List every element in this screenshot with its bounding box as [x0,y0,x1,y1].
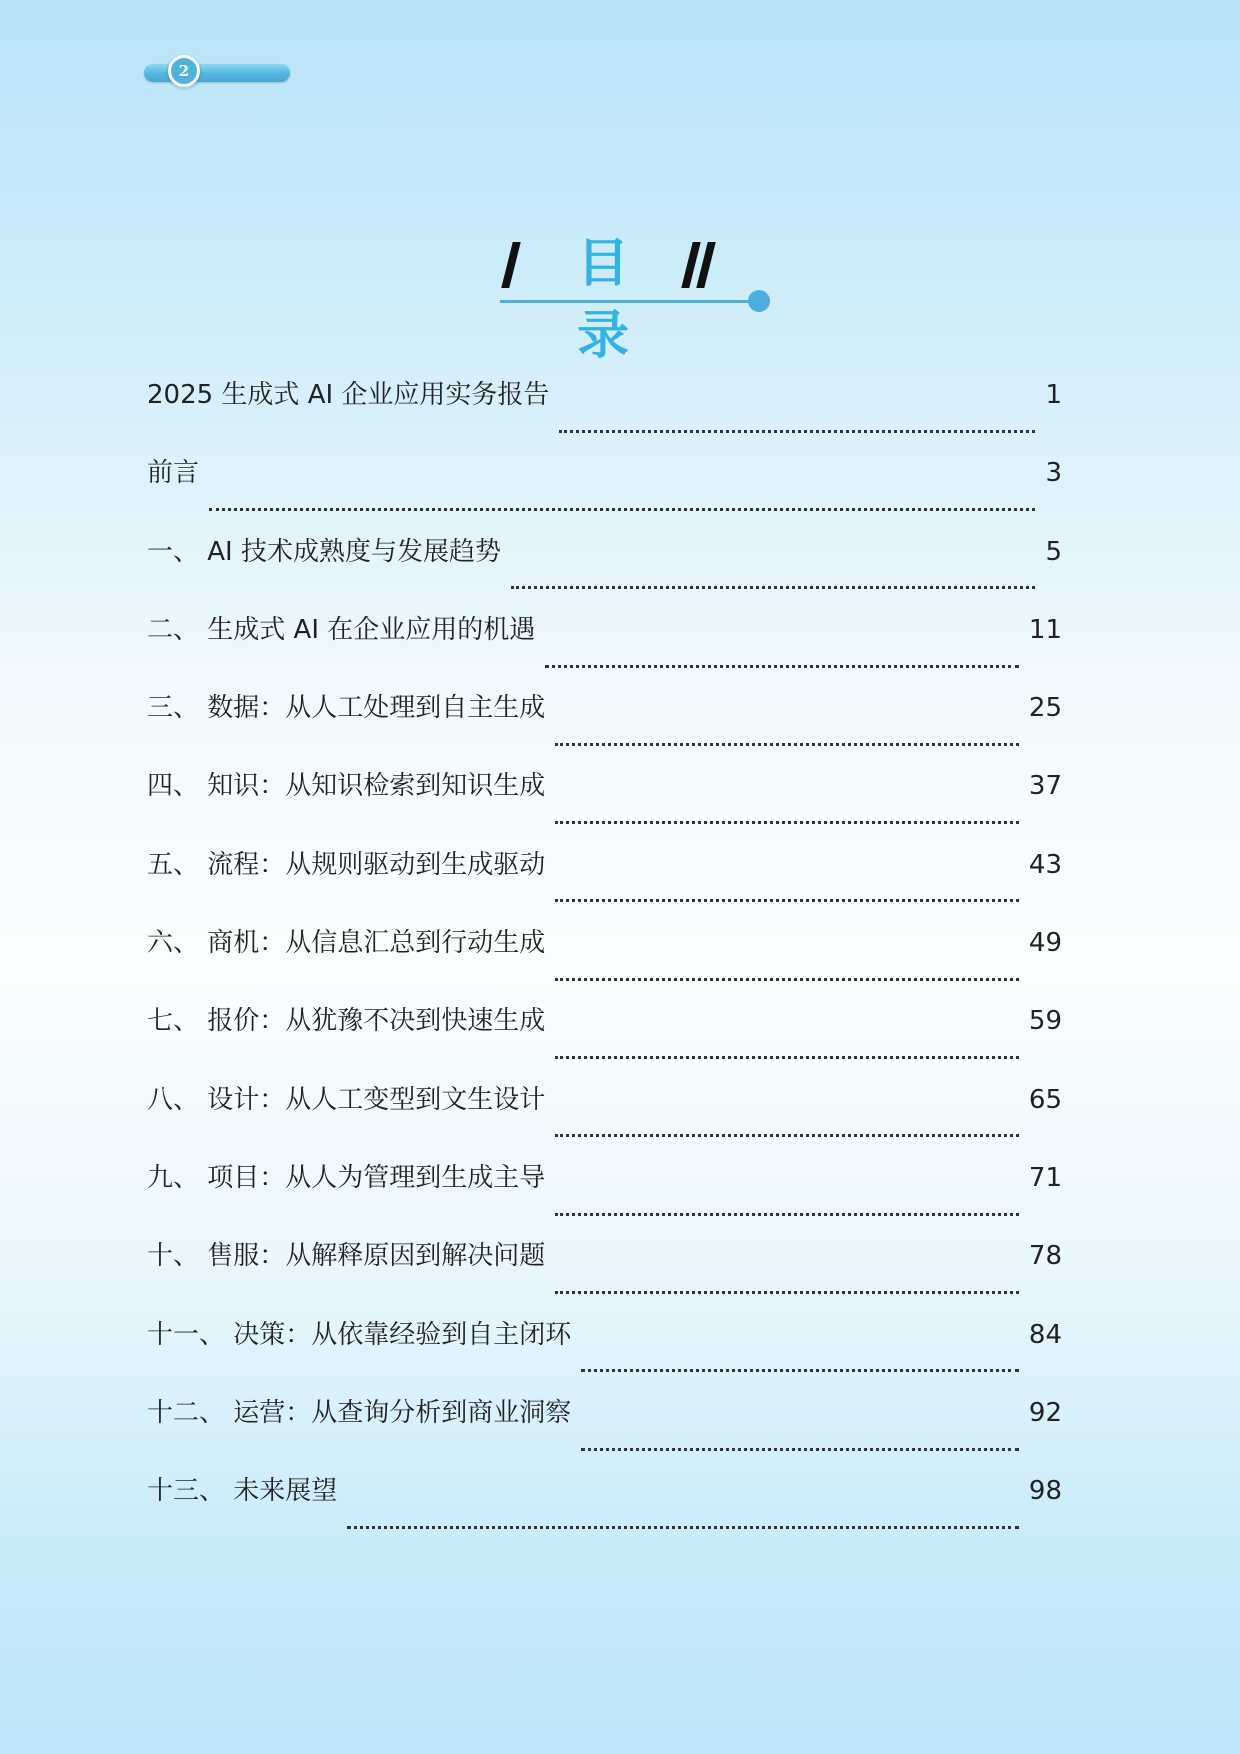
title-underline [500,300,760,303]
toc-entry-page: 98 [1028,1476,1062,1507]
toc-entry-page: 11 [1028,614,1062,645]
toc-entry-label: 十一、 决策：从依靠经验到自主闭环 [147,1319,572,1350]
toc-entry-label: 一、 AI 技术成熟度与发展趋势 [147,536,501,567]
toc-dot-leader [511,566,1035,589]
toc-entry-label: 二、 生成式 AI 在企业应用的机遇 [147,614,536,645]
toc-entry-page: 92 [1028,1397,1062,1428]
toc-entry[interactable] [147,532,1062,610]
toc-entry-page: 84 [1028,1319,1062,1350]
toc-entry-page: 71 [1028,1162,1062,1193]
toc-entry-label: 四、 知识：从知识检索到知识生成 [147,771,546,802]
toc-dot-leader [555,723,1019,746]
toc-entry-label: 2025 生成式 AI 企业应用实务报告 [147,380,550,410]
toc-entry[interactable] [147,610,1062,688]
toc-entry-label: 三、 数据：从人工处理到自主生成 [147,693,546,724]
toc-entry[interactable] [147,1315,1062,1393]
toc-entry-page: 78 [1028,1241,1062,1272]
toc-entry[interactable] [147,1001,1062,1079]
left-slash-decoration [501,242,520,288]
toc-entry-page: 25 [1028,693,1062,724]
toc-dot-leader [347,1506,1019,1529]
page-number: 2 [168,55,200,87]
right-slash-decoration-2 [696,242,715,288]
toc-dot-leader [555,1114,1019,1137]
page-number-badge [144,62,290,84]
toc-dot-leader [555,1271,1019,1294]
toc-entry[interactable] [147,845,1062,923]
toc-entry[interactable] [147,375,1062,453]
toc-entry-page: 43 [1028,849,1062,880]
toc-heading [0,228,1240,366]
toc-entry[interactable] [147,688,1062,766]
toc-entry[interactable] [147,1393,1062,1471]
toc-entry[interactable] [147,923,1062,1001]
toc-entry-label: 七、 报价：从犹豫不决到快速生成 [147,1006,546,1037]
toc-entry-label: 八、 设计：从人工变型到文生设计 [147,1084,546,1115]
toc-entry-label: 十三、 未来展望 [147,1476,338,1507]
toc-entry-page: 3 [1045,458,1062,489]
toc-entry-page: 37 [1028,771,1062,802]
toc-dot-leader [545,645,1019,668]
toc-dot-leader [209,488,1035,511]
page-badge-bar [144,64,290,82]
toc-dot-leader [559,410,1035,433]
toc-entry-label: 九、 项目：从人为管理到生成主导 [147,1162,546,1193]
toc-entry[interactable] [147,1158,1062,1236]
toc-entry-page: 5 [1045,536,1062,567]
toc-dot-leader [581,1349,1019,1372]
toc-dot-leader [555,1193,1019,1216]
toc-entry[interactable] [147,766,1062,844]
toc-dot-leader [555,1036,1019,1059]
toc-dot-leader [555,801,1019,824]
toc-dot-leader [555,879,1019,902]
toc-entry[interactable] [147,453,1062,531]
toc-dot-leader [581,1428,1019,1451]
toc-entry-label: 十二、 运营：从查询分析到商业洞察 [147,1397,572,1428]
toc-dot-leader [555,958,1019,981]
table-of-contents [147,375,1062,1549]
toc-entry-label: 六、 商机：从信息汇总到行动生成 [147,928,546,959]
toc-entry-page: 59 [1028,1006,1062,1037]
toc-entry-page: 65 [1028,1084,1062,1115]
toc-entry-page: 1 [1045,380,1062,410]
title-underline-dot [748,290,770,312]
toc-entry-page: 49 [1028,928,1062,959]
toc-entry[interactable] [147,1471,1062,1549]
toc-entry-label: 前言 [147,458,200,489]
toc-entry-label: 五、 流程：从规则驱动到生成驱动 [147,849,546,880]
toc-entry-label: 十、 售服：从解释原因到解决问题 [147,1241,546,1272]
toc-entry[interactable] [147,1236,1062,1314]
page-title: 目录 [576,234,643,366]
toc-entry[interactable] [147,1080,1062,1158]
